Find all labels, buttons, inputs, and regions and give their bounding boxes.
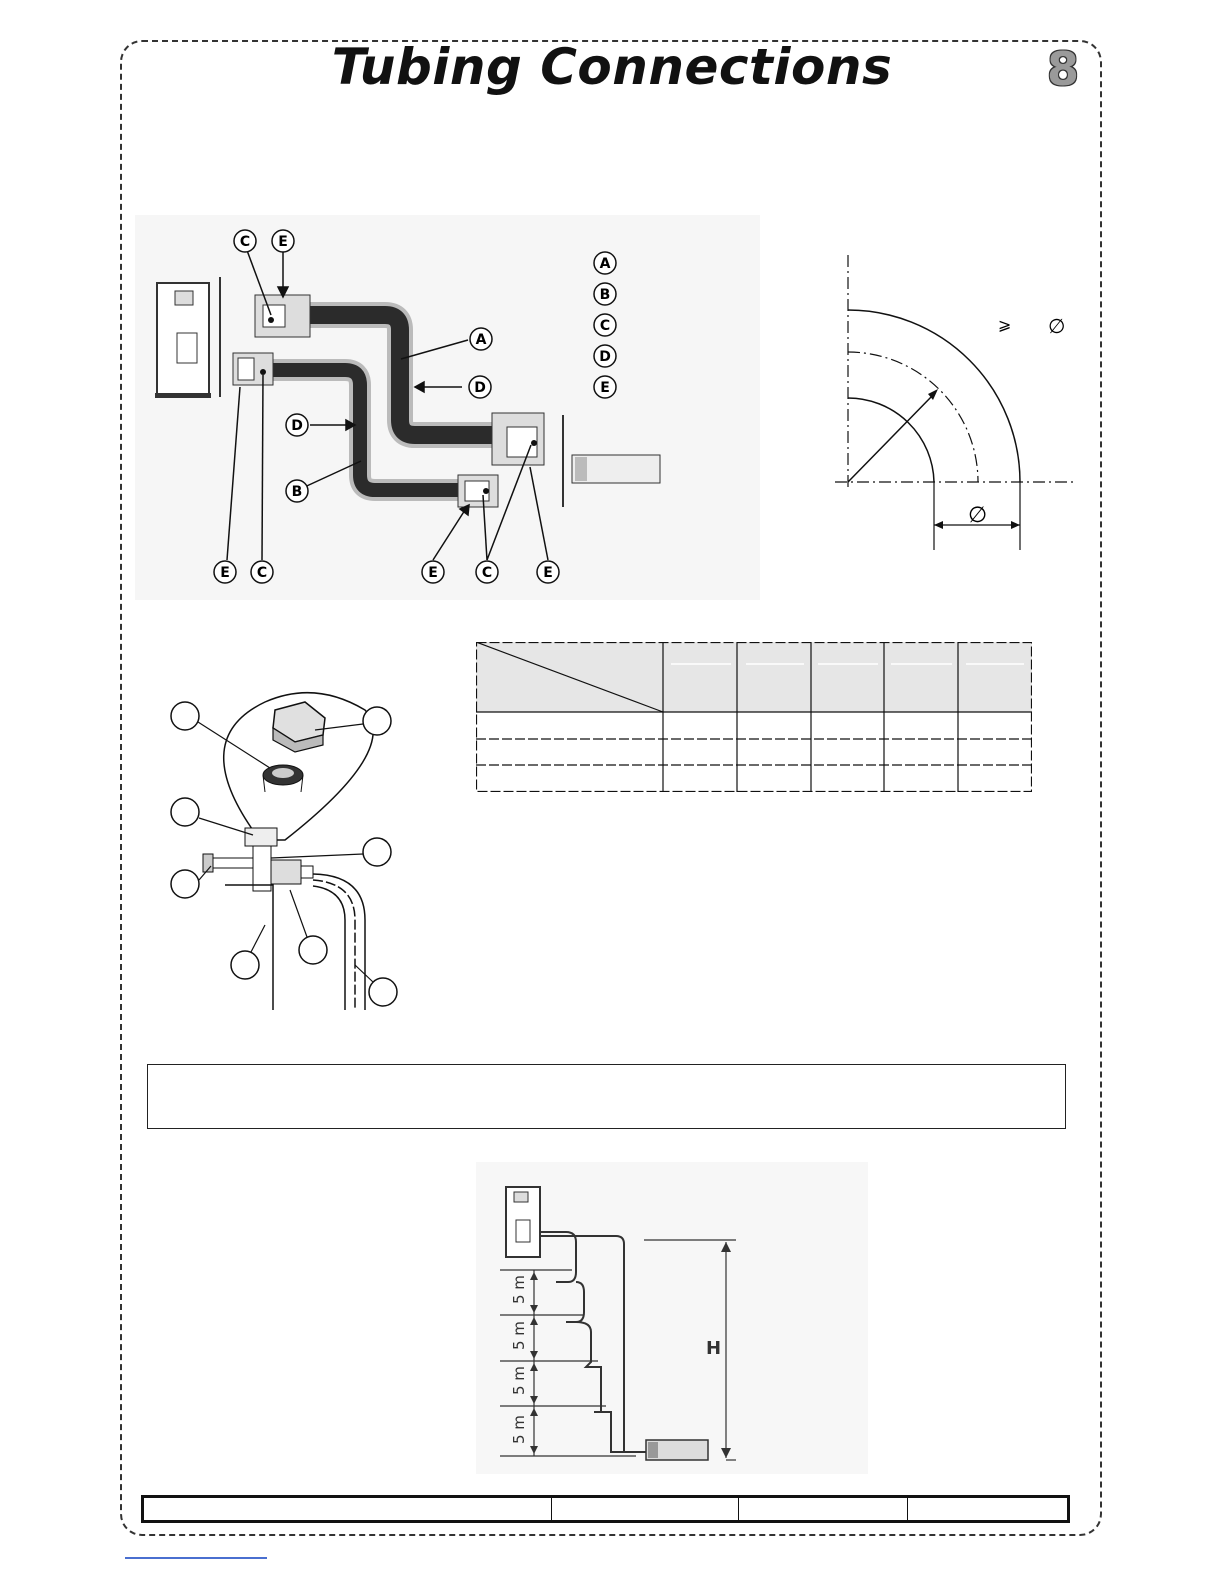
height-label: H bbox=[706, 1338, 722, 1359]
legend-item-a bbox=[594, 252, 616, 274]
spec-table bbox=[476, 642, 1032, 792]
svg-text:E: E bbox=[543, 565, 553, 581]
svg-text:D: D bbox=[599, 349, 611, 365]
fitting-lower-right bbox=[458, 475, 498, 507]
svg-text:A: A bbox=[599, 256, 611, 272]
height-diagram bbox=[476, 1162, 868, 1474]
connection-diagram bbox=[135, 215, 760, 600]
svg-text:B: B bbox=[291, 484, 303, 500]
svg-text:C: C bbox=[256, 565, 268, 581]
fitting-lower-left bbox=[233, 353, 273, 385]
legend-item-e bbox=[594, 376, 616, 398]
svg-text:C: C bbox=[239, 234, 251, 250]
seal-ring-icon bbox=[263, 765, 303, 792]
segment-label-3: 5 m bbox=[510, 1366, 528, 1395]
callout-e-bottom-2 bbox=[422, 561, 444, 583]
callout-c-bottom-1 bbox=[251, 561, 273, 583]
callout-a bbox=[470, 328, 492, 350]
footer-table bbox=[141, 1495, 1070, 1523]
svg-text:E: E bbox=[428, 565, 438, 581]
svg-text:A: A bbox=[475, 332, 487, 348]
segment-label-1: 5 m bbox=[510, 1275, 528, 1304]
fitting-upper-right bbox=[492, 413, 544, 465]
svg-text:C: C bbox=[599, 318, 611, 334]
page-title: Tubing Connections bbox=[331, 38, 893, 96]
callout-d-right bbox=[469, 376, 491, 398]
dispenser-icon-small bbox=[506, 1187, 540, 1257]
legend-item-c bbox=[594, 314, 616, 336]
legend-item-d bbox=[594, 345, 616, 367]
svg-text:D: D bbox=[291, 418, 303, 434]
link-underline[interactable] bbox=[125, 1557, 267, 1559]
callout-c-bottom-2 bbox=[476, 561, 498, 583]
svg-text:E: E bbox=[600, 380, 610, 396]
page-number-badge: 8 bbox=[1046, 42, 1079, 96]
fitting-upper-left bbox=[255, 295, 310, 337]
footer-cell-2 bbox=[552, 1498, 739, 1520]
callout-b bbox=[286, 480, 308, 502]
bend-radius-diagram bbox=[830, 255, 1080, 555]
footer-cell-3 bbox=[739, 1498, 908, 1520]
valve-detail-diagram bbox=[165, 680, 405, 1015]
callout-d-left bbox=[286, 414, 308, 436]
callout-c-top bbox=[234, 230, 256, 252]
tank-icon-small bbox=[646, 1440, 708, 1460]
diameter-symbol-bottom: ∅ bbox=[968, 503, 988, 528]
svg-text:E: E bbox=[220, 565, 230, 581]
segment-label-4: 5 m bbox=[510, 1415, 528, 1444]
svg-text:D: D bbox=[474, 380, 486, 396]
note-box bbox=[147, 1064, 1066, 1129]
nut-icon bbox=[273, 702, 325, 752]
greater-equal-symbol: ⩾ bbox=[998, 315, 1012, 334]
callout-e-top bbox=[272, 230, 294, 252]
footer-cell-4 bbox=[908, 1498, 1067, 1520]
svg-text:B: B bbox=[599, 287, 611, 303]
svg-text:C: C bbox=[481, 565, 493, 581]
svg-text:E: E bbox=[278, 234, 288, 250]
callout-e-bottom-1 bbox=[214, 561, 236, 583]
footer-cell-1 bbox=[144, 1498, 552, 1520]
callout-e-bottom-3 bbox=[537, 561, 559, 583]
legend-item-b bbox=[594, 283, 616, 305]
diameter-symbol: ∅ bbox=[1048, 314, 1066, 338]
segment-label-2: 5 m bbox=[510, 1321, 528, 1350]
